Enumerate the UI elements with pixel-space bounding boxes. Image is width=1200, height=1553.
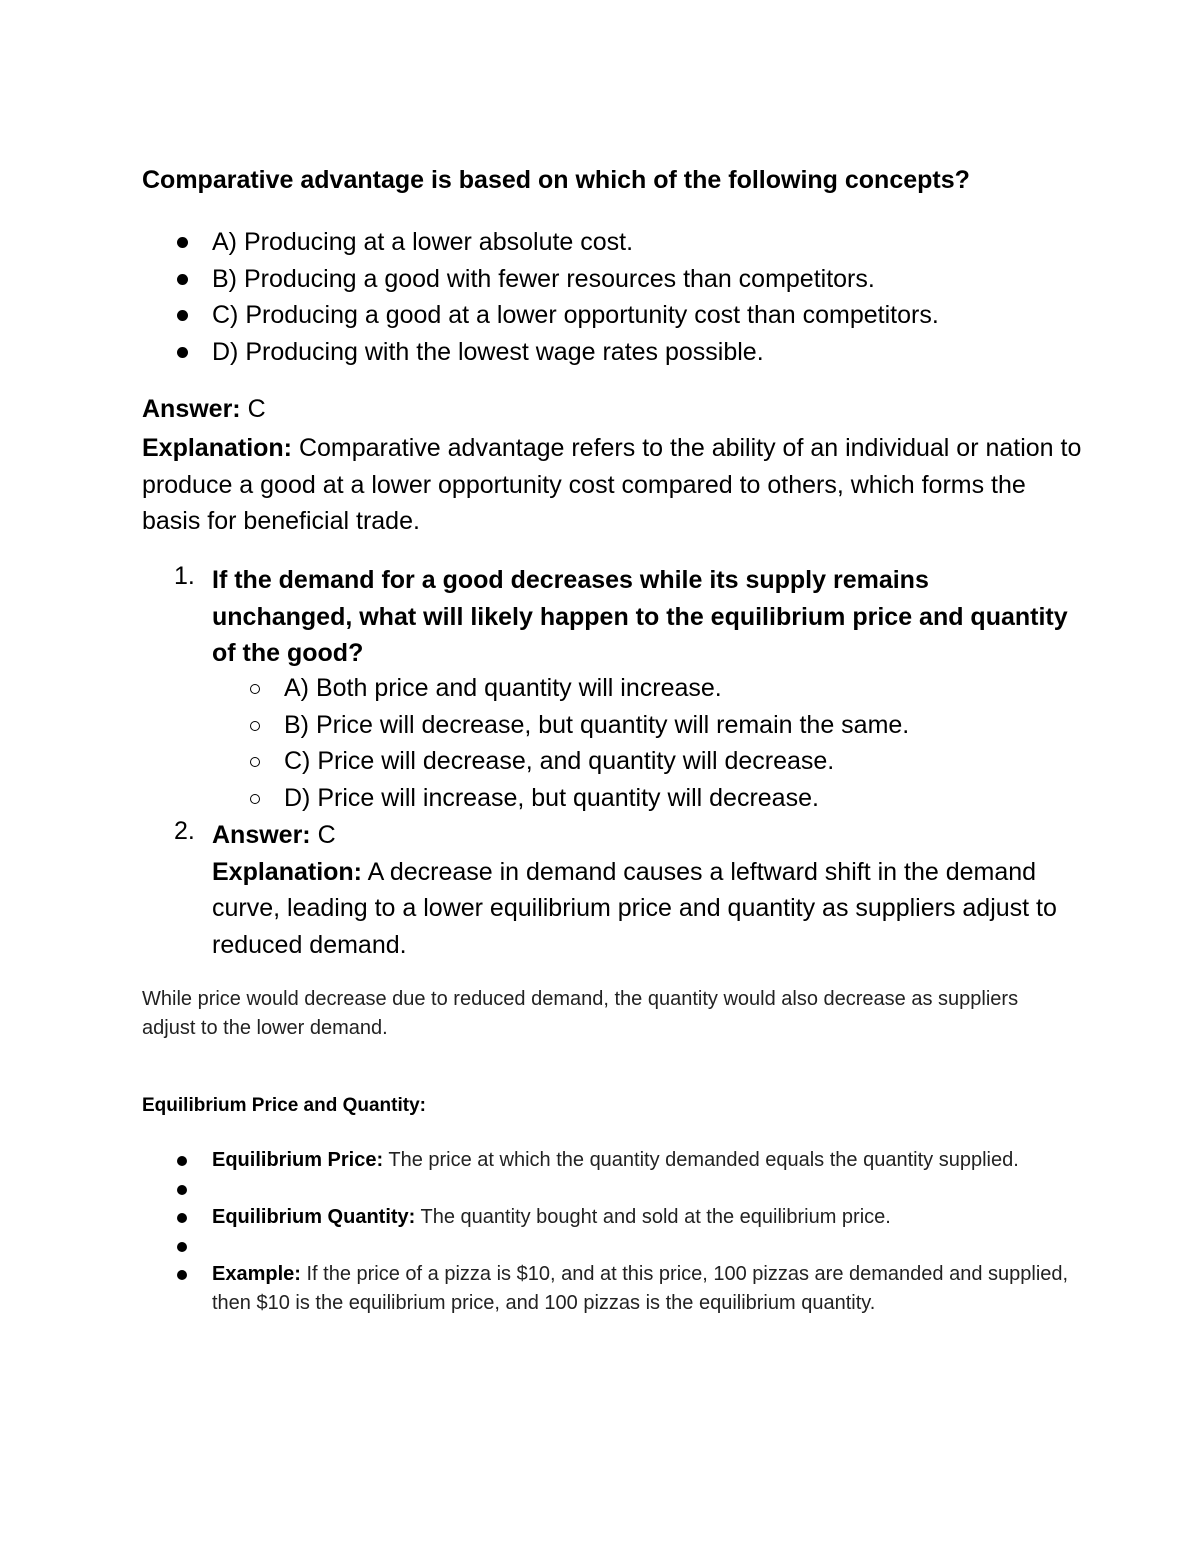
list-item [142,1232,1072,1261]
item-label: Equilibrium Price: [212,1149,384,1171]
bullet-icon [177,274,188,285]
option-d [142,336,939,373]
option-text: D) Producing with the lowest wage rates possible. [212,337,764,366]
question-1-title: Comparative advantage is based on which of the following concepts? [142,166,970,194]
hollow-bullet-icon [250,757,260,767]
equilibrium-heading: Equilibrium Price and Quantity: [142,1095,426,1116]
hollow-bullet-icon [250,794,260,804]
option-text: C) Price will decrease, and quantity will decrease. [284,747,835,775]
question-2-answer-block [212,817,1072,963]
explanation-label: Explanation: [212,857,363,886]
note-paragraph: While price would decrease due to reduced demand, the quantity would also decrease as suppliers adjust to the lower demand. [142,988,1019,1039]
explanation-text: Comparative advantage refers to the ability of an individual or nation to produce a good at a lower opportunity cost compared to others, which forms the basis for beneficial trade. [142,434,1082,535]
question-2-explanation [212,854,1072,964]
bullet-icon [177,1270,187,1280]
answer-label: Answer: [142,395,241,423]
option-b [142,263,939,300]
option-text: C) Producing a good at a lower opportunity cost than competitors. [212,301,939,329]
question-2-options [212,672,909,818]
option-text: A) Producing at a lower absolute cost. [212,228,634,256]
option-a [142,226,939,263]
bullet-icon [177,310,188,321]
hollow-bullet-icon [250,721,260,731]
bullet-icon [177,1213,187,1223]
list-number-2: 2. [174,817,195,845]
option-c [212,745,909,782]
list-item [142,1146,1072,1175]
explanation-label: Explanation: [142,434,293,462]
question-1-options [142,226,939,372]
option-text: D) Price will increase, but quantity will decrease. [284,783,819,812]
answer-value: C [240,395,266,423]
bullet-icon [177,1242,187,1252]
item-text: The price at which the quantity demanded equals the quantity supplied. [383,1149,1019,1171]
list-item [142,1175,1072,1204]
equilibrium-list [142,1146,1072,1317]
list-item [142,1260,1072,1317]
question-2-answer [212,817,1072,854]
option-text: B) Price will decrease, but quantity will remain the same. [284,710,910,739]
list-item [142,1203,1072,1232]
list-number-1: 1. [174,562,195,590]
option-d [212,782,909,819]
question-2-title: If the demand for a good decreases while its supply remains unchanged, what will likely happen to the equilibrium price and quantity of the good? [212,566,1068,667]
item-label: Equilibrium Quantity: [212,1206,416,1228]
hollow-bullet-icon [250,684,260,694]
option-text: B) Producing a good with fewer resources than competitors. [212,264,875,293]
bullet-icon [177,1185,187,1195]
option-a [212,672,909,709]
bullet-icon [177,1156,187,1166]
bullet-icon [177,347,188,358]
item-label: Example: [212,1263,301,1285]
answer-value: C [310,821,336,849]
question-1-explanation [142,430,1082,540]
question-1-answer [142,395,266,424]
answer-label: Answer: [212,821,311,849]
item-text: If the price of a pizza is $10, and at this price, 100 pizzas are demanded and supplied, then $10 is the equilibrium price, and 100 pizzas is the equilibrium quantity. [212,1263,1069,1314]
bullet-icon [177,237,188,248]
explanation-text: A decrease in demand causes a leftward shift in the demand curve, leading to a lower equilibrium price and quantity as suppliers adjust to reduced demand. [212,857,1057,959]
option-c [142,299,939,336]
option-b [212,709,909,746]
item-text: The quantity bought and sold at the equilibrium price. [415,1206,891,1228]
option-text: A) Both price and quantity will increase. [284,674,722,702]
